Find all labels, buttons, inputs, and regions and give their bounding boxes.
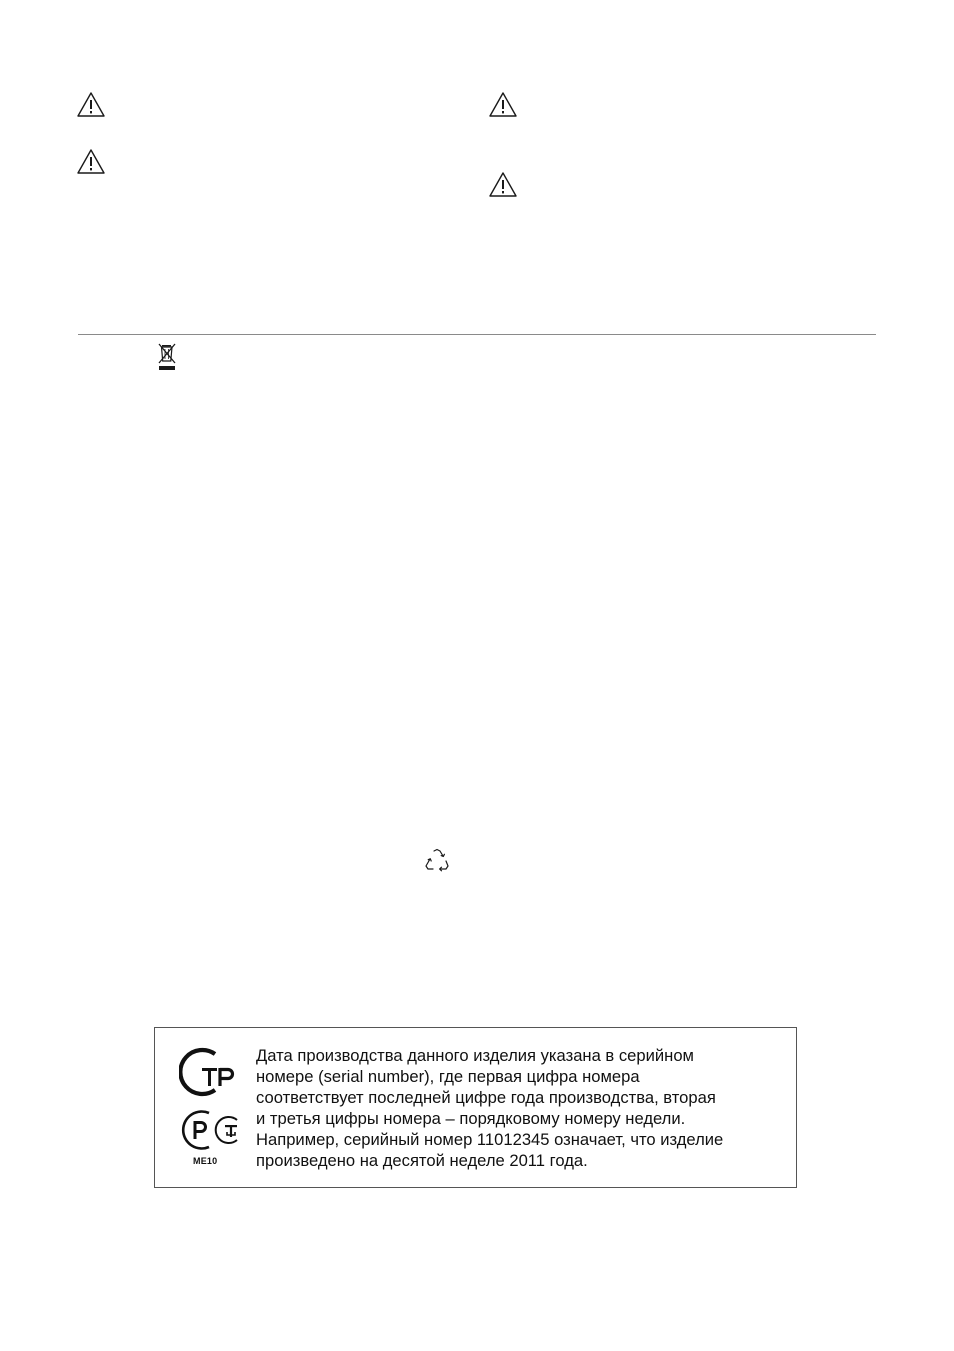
text-line: произведено на десятой неделе 2011 года. <box>256 1151 588 1170</box>
recycle-icon <box>424 847 450 878</box>
text-line: Например, серийный номер 11012345 означает, что изделие <box>256 1130 724 1149</box>
text-line: номере (serial number), где первая цифра номера <box>256 1067 640 1086</box>
rst-certification-mark <box>181 1107 241 1158</box>
text-line: соответствует последней цифре года производства, вторая <box>256 1088 716 1107</box>
text-line: Дата производства данного изделия указана в серийном <box>256 1046 694 1065</box>
warning-triangle-icon <box>488 91 518 118</box>
crossed-out-bin-icon <box>157 342 177 376</box>
warning-triangle-icon <box>76 91 106 118</box>
certification-box <box>154 1027 797 1188</box>
section-divider <box>78 334 876 335</box>
text-line: и третья цифры номера – порядковому номеру недели. <box>256 1109 686 1128</box>
certification-code: ME10 <box>193 1156 218 1166</box>
warning-triangle-icon <box>488 171 518 198</box>
eac-certification-mark <box>179 1046 241 1103</box>
warning-triangle-icon <box>76 148 106 175</box>
production-date-note <box>256 1045 786 1171</box>
